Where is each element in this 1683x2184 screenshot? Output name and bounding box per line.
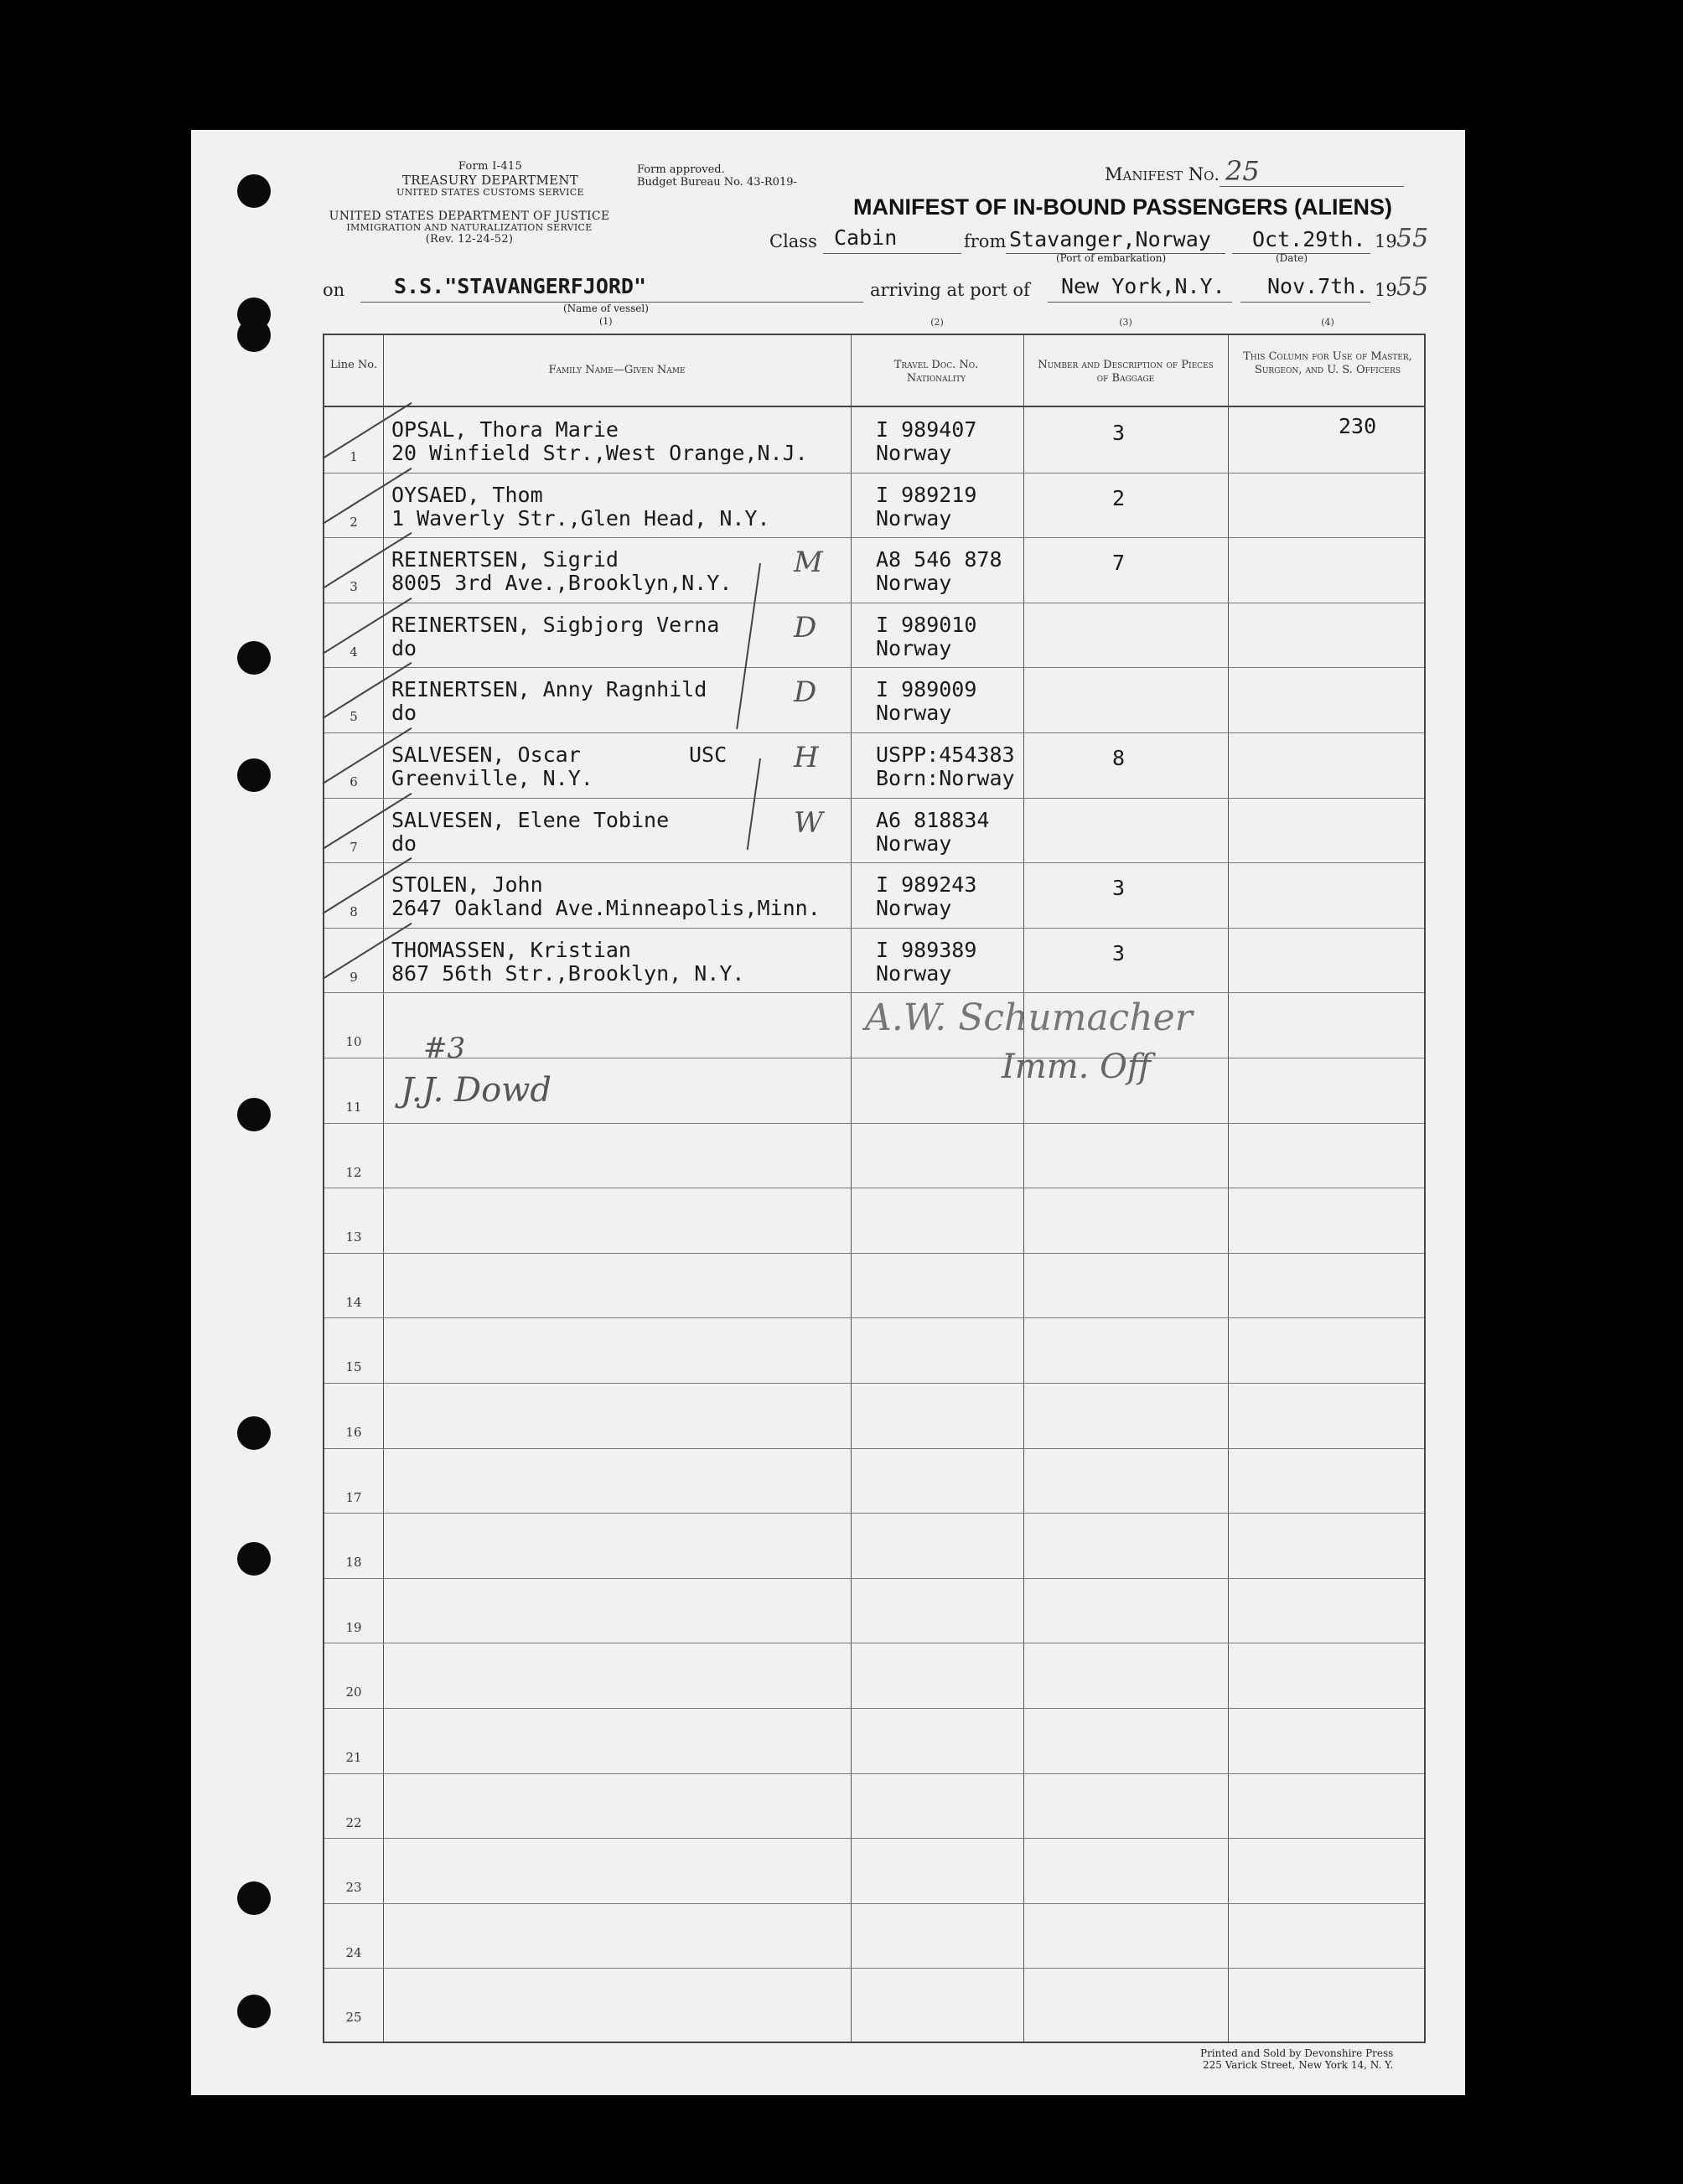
punch-hole [237, 1881, 271, 1915]
nationality: Norway [876, 831, 952, 856]
line-number: 12 [345, 1164, 362, 1180]
passenger-address: 1 Waverly Str.,Glen Head, N.Y. [391, 505, 770, 530]
revision-date: (Rev. 12-24-52) [425, 232, 514, 246]
punch-hole [237, 318, 271, 352]
baggage-count: 2 [1112, 485, 1126, 510]
officer-note: 230 [1339, 414, 1377, 438]
manifest-number: 25 [1225, 155, 1260, 187]
punch-hole [237, 1995, 271, 2028]
baggage-count: 3 [1112, 876, 1126, 901]
page-title: MANIFEST OF IN-BOUND PASSENGERS (ALIENS) [853, 194, 1393, 220]
manifest-label: Manifest No. [1105, 164, 1220, 184]
passenger-name: OPSAL, Thora Marie [391, 417, 619, 442]
from-label: from [964, 231, 1007, 251]
line-number: 25 [345, 2010, 362, 2026]
year-prefix-2: 19 [1375, 280, 1397, 300]
line-number: 10 [345, 1034, 362, 1050]
passenger-name: REINERTSEN, Sigbjorg Verna [391, 612, 720, 637]
usc-note: USC [689, 743, 728, 767]
arrival-year: 55 [1396, 272, 1429, 302]
line-number: 6 [350, 774, 358, 789]
relationship-mark: H [794, 741, 819, 774]
line-number: 16 [345, 1425, 362, 1440]
printer-credit [1200, 2048, 1393, 2072]
baggage-count: 7 [1112, 551, 1126, 576]
col-travel-doc-num: (2) [930, 317, 944, 328]
class-value: Cabin [834, 225, 898, 250]
passenger-address: 2647 Oakland Ave.Minneapolis,Minn. [391, 896, 821, 921]
line-number: 4 [350, 644, 358, 660]
nationality: Norway [876, 505, 952, 530]
col-officers-num: (4) [1321, 317, 1334, 328]
line-number: 21 [345, 1750, 362, 1765]
nationality: Norway [876, 960, 952, 986]
baggage-count: 3 [1112, 940, 1126, 965]
punch-hole [237, 641, 271, 675]
travel-doc-number: I 989243 [876, 872, 977, 898]
passenger-address: do [391, 701, 417, 726]
handwritten-initials-signature: J.J. Dowd [401, 1071, 552, 1110]
line-number: 14 [345, 1294, 362, 1310]
vessel-col-num: (1) [599, 316, 613, 327]
arrival-date: Nov.7th. [1267, 274, 1369, 298]
line-number: 9 [350, 969, 358, 985]
passenger-table [323, 317, 1426, 2043]
embarkation-port: Stavanger,Norway [1009, 227, 1211, 251]
line-number: 19 [345, 1619, 362, 1635]
travel-doc-number: I 989010 [876, 612, 977, 637]
embarkation-date: Oct.29th. [1252, 227, 1366, 251]
on-label: on [323, 280, 345, 300]
form-number: Form I-415 [458, 160, 523, 173]
embarkation-caption: (Port of embarkation) [1056, 252, 1167, 264]
nationality: Born:Norway [876, 766, 1015, 790]
handwritten-count: #3 [423, 1032, 466, 1065]
travel-doc-number: A8 546 878 [876, 547, 1002, 572]
relationship-mark: M [794, 546, 823, 580]
baggage-count: 3 [1112, 421, 1126, 445]
relationship-mark: D [794, 610, 817, 644]
col-line-no: Line No. [329, 359, 378, 371]
nationality: Norway [876, 896, 952, 921]
family-bracket [747, 758, 761, 850]
line-number: 11 [345, 1100, 362, 1115]
nationality: Norway [876, 441, 952, 465]
travel-doc-number: A6 818834 [876, 807, 990, 832]
relationship-mark: W [794, 805, 823, 840]
passenger-name: STOLEN, John [391, 872, 543, 898]
customs-service: UNITED STATES CUSTOMS SERVICE [396, 187, 584, 199]
line-number: 13 [345, 1229, 362, 1245]
arrival-port: New York,N.Y. [1061, 274, 1225, 298]
family-bracket [736, 563, 761, 729]
justice-dept: UNITED STATES DEPARTMENT OF JUSTICE [329, 210, 610, 223]
baggage-count: 8 [1112, 746, 1126, 770]
year-prefix: 19 [1375, 231, 1397, 251]
line-number: 20 [345, 1685, 362, 1700]
printer-line-1: Printed and Sold by Devonshire Press [1200, 2047, 1394, 2059]
travel-doc-number: I 989009 [876, 677, 977, 702]
passenger-name: OYSAED, Thom [391, 482, 543, 507]
col-officers: This Column for Use of Master, Surgeon, and U. S. Officers [1243, 350, 1412, 376]
line-number: 23 [345, 1880, 362, 1896]
line-number: 8 [350, 904, 358, 920]
line-number: 22 [345, 1814, 362, 1830]
col-baggage-num: (3) [1119, 317, 1132, 328]
printer-line-2: 225 Varick Street, New York 14, N. Y. [1202, 2058, 1394, 2071]
passenger-address: do [391, 831, 417, 856]
passenger-name: REINERTSEN, Anny Ragnhild [391, 677, 707, 702]
passenger-name: SALVESEN, Oscar [391, 743, 581, 767]
nationality: Norway [876, 635, 952, 660]
form-id-block [352, 161, 629, 199]
punch-hole [237, 1542, 271, 1576]
line-number: 3 [350, 579, 358, 595]
nationality: Norway [876, 571, 952, 596]
passenger-address: 8005 3rd Ave.,Brooklyn,N.Y. [391, 571, 733, 596]
vessel-caption: (Name of vessel) [563, 303, 649, 314]
line-number: 1 [350, 449, 358, 464]
col-baggage: Number and Description of Pieces of Baggage [1038, 359, 1214, 385]
line-number: 18 [345, 1555, 362, 1571]
officer-signature: A.W. Schumacher [865, 996, 1193, 1039]
travel-doc-number: USPP:454383 [876, 743, 1015, 767]
line-number: 15 [345, 1359, 362, 1375]
line-number: 5 [350, 709, 358, 725]
passenger-address: do [391, 635, 417, 660]
travel-doc-number: I 989219 [876, 482, 977, 507]
passenger-name: THOMASSEN, Kristian [391, 937, 631, 962]
treasury-dept: TREASURY DEPARTMENT [401, 172, 579, 188]
officer-title: Imm. Off [1002, 1048, 1152, 1086]
line-number: 7 [350, 839, 358, 855]
budget-bureau: Budget Bureau No. 43-R019- [637, 175, 797, 189]
line-number: 24 [345, 1944, 362, 1960]
travel-doc-number: I 989407 [876, 417, 977, 442]
line-number: 17 [345, 1489, 362, 1505]
passenger-address: Greenville, N.Y. [391, 766, 593, 790]
justice-block [314, 210, 624, 246]
class-label: Class [769, 231, 817, 251]
passenger-address: 20 Winfield Str.,West Orange,N.J. [391, 441, 808, 465]
budget-block [637, 164, 797, 189]
year-value: 55 [1396, 224, 1429, 253]
col-name: Family Name—Given Name [548, 364, 686, 376]
relationship-mark: D [794, 675, 817, 710]
form-approved: Form approved. [637, 163, 725, 176]
travel-doc-number: I 989389 [876, 937, 977, 962]
punch-hole [237, 174, 271, 208]
arriving-label: arriving at port of [870, 280, 1030, 300]
punch-hole [237, 1416, 271, 1450]
date-caption: (Date) [1276, 252, 1308, 264]
passenger-name: SALVESEN, Elene Tobine [391, 807, 670, 832]
col-travel-doc: Travel Doc. No. Nationality [893, 359, 979, 385]
vessel-name: S.S."STAVANGERFJORD" [394, 274, 647, 298]
line-number: 2 [350, 514, 358, 530]
punch-hole [237, 758, 271, 792]
passenger-address: 867 56th Str.,Brooklyn, N.Y. [391, 960, 745, 986]
passenger-name: REINERTSEN, Sigrid [391, 547, 619, 572]
punch-hole [237, 1098, 271, 1131]
ins-service: IMMIGRATION AND NATURALIZATION SERVICE [346, 222, 593, 234]
nationality: Norway [876, 701, 952, 726]
